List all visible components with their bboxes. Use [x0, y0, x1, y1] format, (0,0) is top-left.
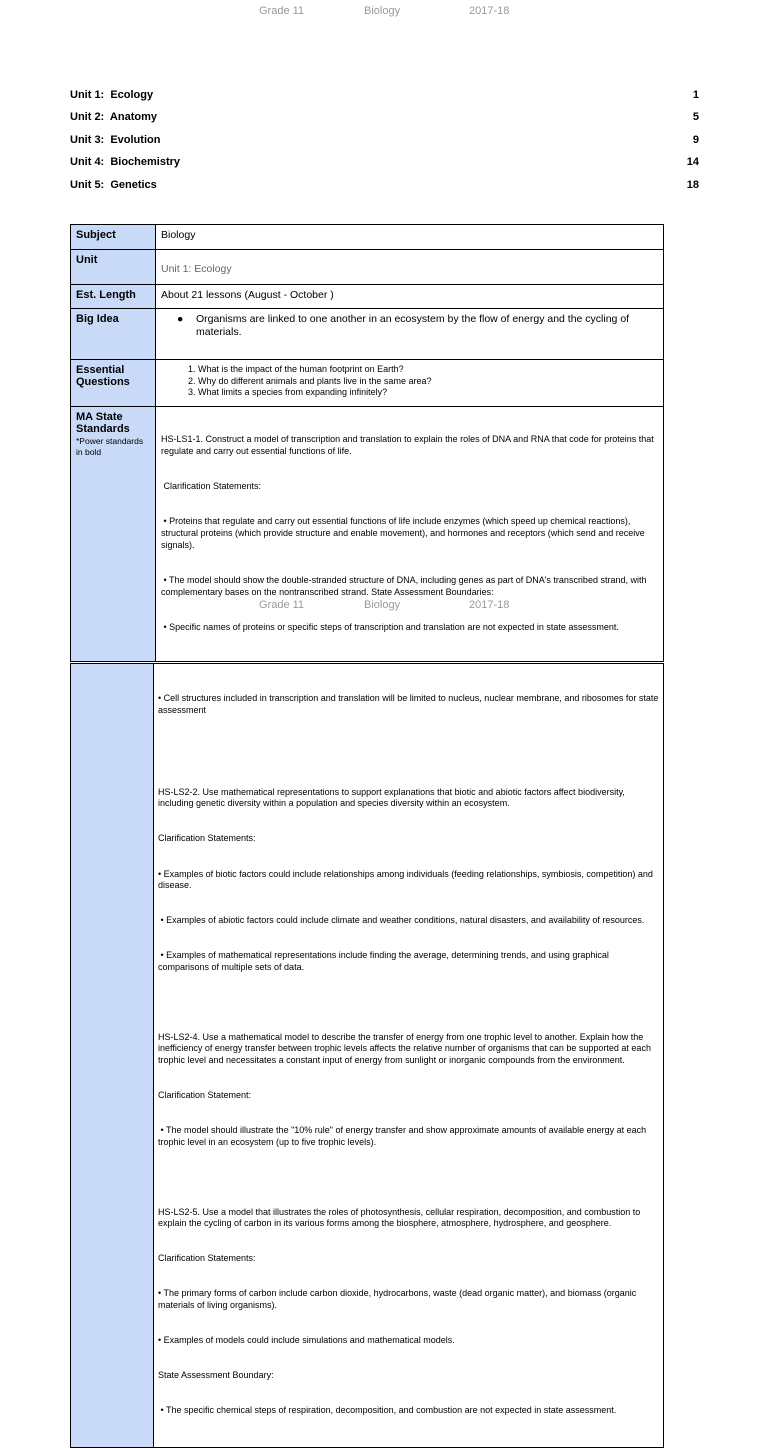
question-item: 3. What limits a species from expanding infinitely?	[198, 387, 658, 399]
standard-line: Clarification Statements:	[161, 481, 262, 492]
toc-item-page[interactable]: 9	[692, 133, 699, 146]
essential-questions-list	[161, 364, 658, 399]
power-standards-note: *Power standards in bold	[76, 436, 144, 457]
standard-line: Clarification Statements:	[158, 833, 256, 844]
standard-line: HS-LS2-2. Use mathematical representations to support explanations that biotic and abiotic factors affect biodiversity, including genetic diversity within a population and species diversity within an ecosystem.	[158, 786, 628, 809]
unit-label: Unit	[71, 250, 156, 285]
unit-row	[71, 250, 664, 285]
header-subject: Biology	[364, 5, 401, 17]
standards-text	[161, 411, 658, 657]
standard-line: HS-LS2-5. Use a model that illustrates the roles of photosynthesis, cellular respiration, decomposition, and combustion to explain the cycling of carbon in its various forms among the biosphere, atmosphere, hydrosphere, and geosphere.	[158, 1206, 643, 1229]
toc-item-title[interactable]: Unit 2: Anatomy	[70, 111, 157, 124]
question-item: 2. Why do different animals and plants live in the same area?	[198, 376, 658, 388]
continuation-block	[158, 1008, 659, 1172]
toc-item-title[interactable]: Unit 5: Genetics	[70, 178, 157, 191]
header-grade: Grade 11	[259, 5, 305, 17]
standard-line: • The primary forms of carbon include carbon dioxide, hydrocarbons, waste (dead organic matter), and biomass (organic materials of living organisms).	[158, 1288, 639, 1311]
unit-value: Unit 1: Ecology	[161, 263, 232, 275]
length-value: About 21 lessons (August - October )	[156, 285, 664, 309]
essential-questions-row	[71, 360, 664, 407]
toc-item-evolution[interactable]	[70, 133, 699, 155]
bigidea-row	[71, 309, 664, 360]
bigidea-text: Organisms are linked to one another in an ecosystem by the flow of energy and the cycling of materials.	[196, 313, 630, 338]
standard-line: HS-LS2-4. Use a mathematical model to describe the transfer of energy from one trophic level to another. Explain how the inefficiency of energy transfer between trophic levels affects the relative number of organisms that can be supported at each trophic level and necessitates a constant input of energy from sunlight or inorganic compounds from the environment.	[158, 1031, 654, 1066]
standards-row	[71, 407, 664, 662]
standard-line: • The model should show the double-stranded structure of DNA, including genes as part of DNA's transcribed strand, with complementary bases on the nontranscribed strand. State Assessment Boundaries:	[161, 574, 649, 597]
length-row	[71, 285, 664, 309]
standard-line: • Examples of models could include simulations and mathematical models.	[158, 1335, 455, 1346]
standard-line: • Proteins that regulate and carry out essential functions of life include enzymes (which speed up chemical reactions), structural proteins (which provide structure and enable movement), and hormones and receptors (which send and receive signals).	[161, 516, 648, 550]
standards-continuation-row	[71, 664, 664, 1448]
standard-line: Clarification Statements:	[158, 1253, 256, 1264]
standard-line: • Cell structures included in transcription and translation will be limited to nucleus, nuclear membrane, and ribosomes for state assessment	[158, 693, 661, 716]
subject-value: Biology	[156, 225, 664, 250]
standards-label-cell	[71, 407, 156, 662]
toc-item-anatomy[interactable]	[70, 110, 699, 132]
continuation-block	[158, 763, 659, 997]
essential-questions-cell	[156, 360, 664, 407]
header-grade: Grade 11	[259, 599, 305, 611]
bigidea-cell	[156, 309, 664, 360]
bigidea-item	[161, 313, 658, 339]
standard-line: • The model should illustrate the "10% rule" of energy transfer and show approximate amounts of available energy at each trophic level in an ecosystem (up to five trophic levels).	[158, 1125, 649, 1148]
toc-item-title[interactable]: Unit 3: Evolution	[70, 133, 161, 146]
standard-line: HS-LS1-1. Construct a model of transcription and translation to explain the roles of DNA and RNA that code for proteins that regulate and carry out essential functions of life.	[161, 434, 657, 457]
subject-label: Subject	[71, 225, 156, 250]
length-label: Est. Length	[71, 285, 156, 309]
unit-value-cell	[156, 250, 664, 285]
toc-item-page[interactable]: 14	[686, 156, 699, 169]
toc-item-genetics[interactable]	[70, 178, 699, 200]
unit-plan-table	[70, 224, 664, 662]
continuation-standards-cell	[154, 664, 664, 1448]
toc-item-page[interactable]: 18	[686, 178, 699, 191]
standards-continuation-table	[70, 663, 664, 1448]
question-item: 1. What is the impact of the human footprint on Earth?	[198, 364, 658, 376]
standards-cell	[156, 407, 664, 662]
table-of-contents	[70, 88, 699, 200]
standard-line: State Assessment Boundary:	[158, 1370, 274, 1381]
standard-line: Clarification Statement:	[158, 1090, 252, 1101]
toc-item-page[interactable]: 1	[692, 89, 699, 101]
toc-item-title[interactable]: Unit 1: Ecology	[70, 89, 154, 101]
standard-line: • Examples of biotic factors could include relationships among individuals (feeding relationships, symbiosis, competition) and disease.	[158, 868, 656, 891]
subject-row	[71, 225, 664, 250]
header-year: 2017-18	[469, 599, 510, 611]
standard-line: • Examples of mathematical representations include finding the average, determining trends, and using graphical comparisons of multiple sets of data.	[158, 950, 612, 973]
header-subject: Biology	[364, 599, 401, 611]
essential-questions-label: Essential Questions	[71, 360, 156, 407]
standard-line: • Specific names of proteins or specific steps of transcription and translation are not expected in state assessment.	[161, 621, 619, 632]
continuation-block	[158, 1183, 659, 1440]
toc-item-title[interactable]: Unit 4: Biochemistry	[70, 156, 181, 169]
bullet-icon: ●	[177, 313, 184, 325]
toc-item-biochemistry[interactable]	[70, 155, 699, 177]
page-header-2	[0, 599, 768, 615]
bigidea-label: Big Idea	[71, 309, 156, 360]
toc-item-page[interactable]: 5	[692, 111, 699, 124]
header-year: 2017-18	[469, 5, 510, 17]
standard-line: • The specific chemical steps of respiration, decomposition, and combustion are not expected in state assessment.	[158, 1405, 617, 1416]
toc-item-ecology[interactable]	[70, 88, 699, 110]
continuation-label-cell	[71, 664, 154, 1448]
standards-label: MA State Standards	[76, 411, 130, 435]
standard-line: • Examples of abiotic factors could include climate and weather conditions, natural disasters, and availability of resources.	[158, 915, 645, 926]
page-header	[0, 5, 768, 21]
continuation-block	[158, 670, 659, 740]
